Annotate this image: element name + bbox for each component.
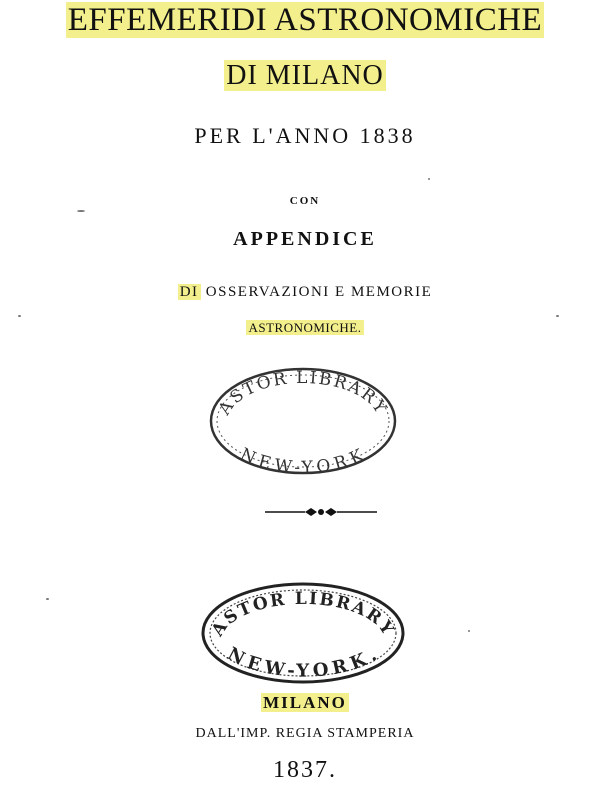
title-line-2 (0, 60, 610, 92)
paper-speck (428, 178, 430, 180)
stamp-2-bottom-text: NEW-YORK. (223, 643, 383, 682)
paper-speck (18, 315, 21, 317)
title-line-1-text: EFFEMERIDI ASTRONOMICHE (67, 2, 543, 38)
paper-speck (46, 598, 49, 600)
stamp-2-top-text: ASTOR LIBRARY (207, 588, 399, 641)
appendice-line: APPENDICE (233, 228, 377, 250)
svg-text:NEW-YORK. (224, 643, 383, 682)
year-line: PER L'ANNO 1838 (194, 123, 416, 148)
paper-speck (556, 315, 559, 317)
subtitle-prefix: DI (179, 284, 199, 300)
con-line: CON (289, 195, 321, 207)
subtitle-line (0, 284, 610, 301)
svg-text:NEW-YORK (237, 444, 369, 475)
stamp-1-bottom-text: NEW-YORK (236, 444, 370, 475)
title-line-1 (0, 2, 610, 39)
paper-speck (468, 630, 470, 632)
subtitle-rest: OSSERVAZIONI E MEMORIE (200, 284, 433, 300)
astronomiche-text: ASTRONOMICHE. (248, 320, 362, 335)
paper-speck (77, 210, 85, 212)
ornament-divider (265, 503, 377, 521)
library-stamp-1 (205, 365, 400, 475)
stamp-1-top-text: ASTOR LIBRARY (214, 367, 392, 419)
imprint-year: 1837. (273, 757, 337, 783)
svg-text:ASTOR LIBRARY (214, 368, 391, 419)
imprint-city: MILANO (263, 693, 347, 712)
title-line-2-text: DI MILANO (226, 60, 384, 91)
imprint-printer: DALL'IMP. REGIA STAMPERIA (195, 726, 415, 741)
imprint-city-line (0, 693, 610, 713)
astronomiche-line (0, 320, 610, 336)
library-stamp-2 (198, 580, 408, 685)
